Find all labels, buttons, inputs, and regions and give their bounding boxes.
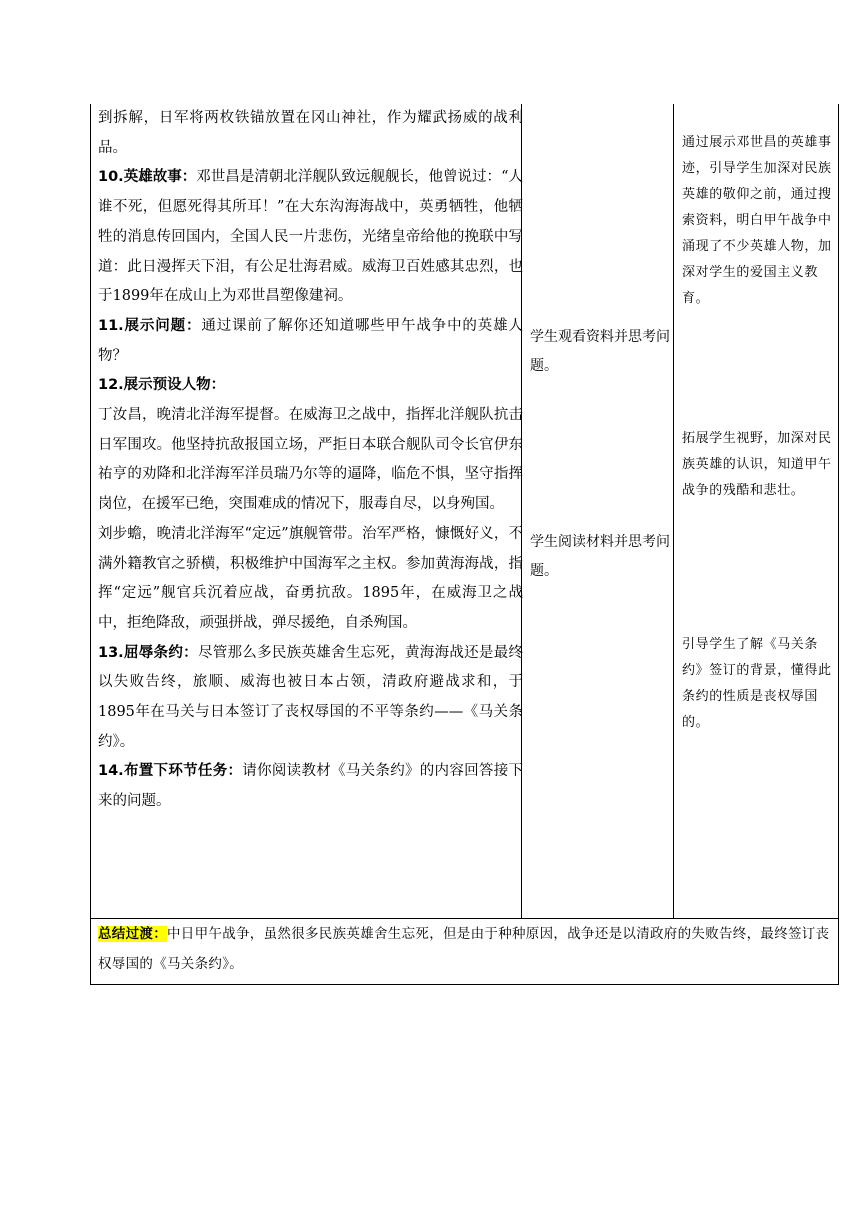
column-divider-2 [673,104,674,918]
heading-task: 14.布置下环节任务： [98,763,243,780]
task-text: 请你阅读教材《马关条约》的内容回答接下来的问题。 [98,763,524,810]
question-text: 通过课前了解你还知道哪些甲午战争中的英雄人物？ [98,317,524,364]
paragraph-liu-buchan: 刘步蟾，晚清北洋海军“定远”旗舰管带。治军严格，慷慨好义，不满外籍教官之骄横，积极维护中国海军之主权。参加黄海海战，指挥“定远”舰官兵沉着应战，奋勇抗敌。1895年，在威海卫之战中，拒绝降敌，顽强拼战，弹尽援绝，自杀殉国。 [98,525,523,631]
design-intent-3: 引导学生了解《马关条约》签订的背景，懂得此条约的性质是丧权辱国的。 [682,637,832,730]
table-border-left [90,104,91,985]
teacher-activity-column [98,104,523,817]
paragraph-anchor-trophy: 到拆解，日军将两枚铁锚放置在冈山神社，作为耀武扬威的战利品。 [98,110,523,156]
paragraph-treaty [98,639,523,758]
student-activity-1: 学生观看资料并思考问题。 [530,329,670,374]
heading-treaty: 13.屈辱条约： [98,644,198,661]
paragraph-hero-story [98,163,523,312]
summary-text: 中日甲午战争，虽然很多民族英雄舍生忘死，但是由于种种原因，战争还是以清政府的失败告终，最终签订丧权辱国的《马关条约》。 [98,926,830,972]
hero-story-text: 邓世昌是清朝北洋舰队致远舰舰长，他曾说过：“人谁不死，但愿死得其所耳！”在大东沟海海战中，英勇牺牲，他牺牲的消息传回国内，全国人民一片悲伤，光绪皇帝给他的挽联中写道：此日漫挥天下泪，有公足壮海君威。威海卫百姓感其忠烈，也于1899年在成山上为邓世昌塑像建祠。 [98,169,523,305]
design-intent-1: 通过展示邓世昌的英雄事迹，引导学生加深对民族英雄的敬仰之前，通过搜索资料，明白甲午战争中涌现了不少英雄人物，加深对学生的爱国主义教育。 [682,135,832,306]
heading-figures: 12.展示预设人物： [98,377,226,394]
treaty-text: 尽管那么多民族英雄舍生忘死，黄海海战还是最终以失败告终，旅顺、威海也被日本占领，清政府避战求和，于1895年在马关与日本签订了丧权辱国的不平等条约——《马关条约》。 [98,644,524,750]
student-activity-2: 学生阅读材料并思考问题。 [530,534,670,579]
paragraph-ding-ruchang: 丁汝昌，晚清北洋海军提督。在威海卫之战中，指挥北洋舰队抗击日军围攻。他坚持抗敌报国立场，严拒日本联合舰队司令长官伊东祐亨的劝降和北洋海军洋员瑞乃尔等的逼降，临危不惧，坚守指挥岗位，在援军已绝，突围难成的情况下，服毒自尽，以身殉国。 [98,407,523,513]
lesson-table [90,104,839,985]
paragraph-question [98,312,523,371]
table-border-right [838,104,839,985]
heading-question: 11.展示问题： [98,317,202,334]
heading-hero-story: 10.英雄故事： [98,169,197,186]
table-border-bottom [90,984,839,985]
summary-transition [98,919,833,979]
paragraph-task [98,757,523,816]
paragraph-figures [98,371,523,401]
summary-label: 总结过渡： [98,926,167,942]
design-intent-2: 拓展学生视野，加深对民族英雄的认识，知道甲午战争的残酷和悲壮。 [682,431,832,498]
